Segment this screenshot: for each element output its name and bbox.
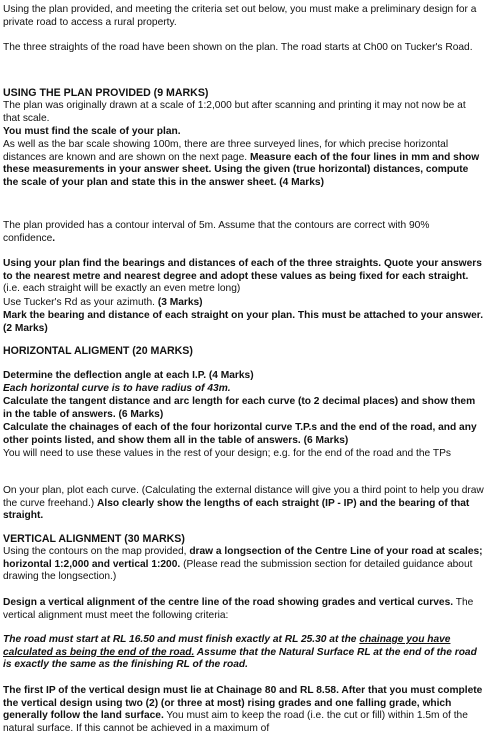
- azimuth-text: Use Tucker's Rd as your azimuth.: [3, 297, 158, 308]
- start-finish-criteria: [3, 634, 484, 672]
- vertical-design-instruction: Design a vertical alignment of the centre line of the road showing grades and vertical curves.: [3, 597, 454, 608]
- natural-surface-text: Assume that the Natural Surface RL at the end of the road is exactly the same as the finishing RL of the road.: [3, 646, 477, 671]
- tangent-instruction: Calculate the tangent distance and arc length for each curve (to 2 decimal places) and show them in the table of answers. (6 Marks): [3, 396, 476, 420]
- plot-curve-text: On your plan, plot each curve. (Calculating the external distance will give you a third point to help you draw the curve freehand.): [3, 485, 484, 509]
- first-ip-paragraph: [3, 685, 484, 735]
- intro-straights-paragraph: The three straights of the road have been shown on the plan. The road starts at Ch00 on Tucker's Road.: [3, 42, 473, 53]
- vertical-heading: VERTICAL ALIGNMENT (30 MARKS): [3, 533, 185, 545]
- vertical-design-paragraph: [3, 597, 484, 622]
- design-values-note: You will need to use these values in the rest of your design; e.g. for the end of the road and the TPs: [3, 448, 451, 459]
- plan-heading: USING THE PLAN PROVIDED (9 MARKS): [3, 87, 209, 99]
- plan-find-scale: You must find the scale of your plan.: [3, 126, 181, 137]
- radius-instruction: Each horizontal curve is to have radius of 43m.: [3, 383, 231, 394]
- deflection-instruction: Determine the deflection angle at each I.P. (4 Marks): [3, 370, 254, 381]
- contour-text: The plan provided has a contour interval of 5m. Assume that the contours are correct with 90% confidence: [3, 220, 430, 244]
- plot-curve-instruction: Also clearly show the lengths of each straight (IP - IP) and the bearing of that straight.: [3, 497, 470, 522]
- bearings-paragraph: [3, 258, 484, 296]
- chainage-instruction: Calculate the chainages of each of the four horizontal curve T.P.s and the end of the road, and any other points listed, and show them all in the table of answers. (6 Marks): [3, 422, 477, 446]
- mark-straights-instruction: Mark the bearing and distance of each straight on your plan. This must be attached to your answer. (2 Marks): [3, 310, 484, 334]
- horizontal-heading: HORIZONTAL ALIGMENT (20 MARKS): [3, 345, 193, 357]
- plan-scale-note: The plan was originally drawn at a scale of 1:2,000 but after scanning and printing it may not now be at that scale.: [3, 100, 466, 124]
- bearings-instruction: Using your plan find the bearings and distances of each of the three straights. Quote your answers to the nearest metre and nearest degree and adopt these values as being fixed for each straight.: [3, 258, 482, 282]
- vertical-criteria-lead: The vertical alignment must meet the following criteria:: [3, 597, 474, 621]
- longsection-instruction: draw a longsection of the Centre Line of your road at scales; horizontal 1:2,000 and vertical 1:200.: [3, 546, 483, 570]
- longsection-paragraph: [3, 546, 484, 584]
- cut-fill-note: You must aim to keep the road (i.e. the cut or fill) within 1.5m of the natural surface. If this cannot be achieved in a maximum of: [3, 710, 468, 734]
- bearings-note: (i.e. each straight will be exactly an even metre long): [3, 283, 241, 295]
- first-ip-instruction: The first IP of the vertical design must lie at Chainage 80 and RL 8.58. After that you must complete the vertical design using two (2) (or three at most) rising grades and one falling grade, which generally follow the land surface.: [3, 685, 483, 722]
- azimuth-marks: (3 Marks): [157, 297, 203, 308]
- end-chainage-text: chainage you have calculated as being the end of the road.: [3, 634, 451, 658]
- intro-paragraph: Using the plan provided, and meeting the criteria set out below, you must make a preliminary design for a private road to access a rural property.: [3, 4, 477, 28]
- longsection-note: (Please read the submission section for detailed guidance about drawing the longsection.): [3, 558, 473, 583]
- azimuth-line: [3, 297, 484, 310]
- plan-measure-instruction: Measure each of the four lines in mm and show these measurements in your answer sheet. Using the given (true horizontal) distances, compute the scale of your plan and state this in the answer sheet. (4 Marks): [3, 151, 480, 188]
- contour-paragraph: [3, 220, 484, 245]
- plot-curve-paragraph: [3, 485, 484, 523]
- start-finish-text: The road must start at RL 16.50 and must finish exactly at RL 25.30 at the: [3, 634, 360, 645]
- contour-period: .: [52, 232, 56, 244]
- plan-bar-scale-text: As well as the bar scale showing 100m, there are three surveyed lines, for which precise horizontal distances are known and are shown on the next page.: [3, 139, 449, 163]
- plan-measure-paragraph: [3, 139, 484, 189]
- longsection-lead: Using the contours on the map provided,: [3, 546, 190, 557]
